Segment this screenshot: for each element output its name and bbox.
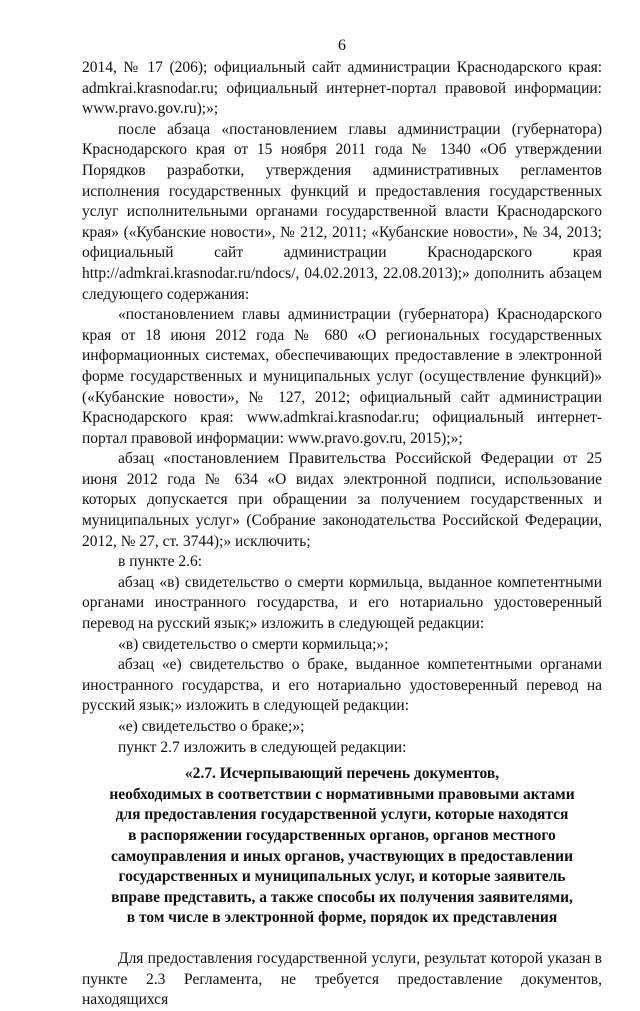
heading-line: в том числе в электронной форме, порядок их представления [126,909,558,927]
paragraph-postanovlenie-680: «постановлением главы администрации (губернатора) Краснодарского края от 18 июня 2012 года № 680 «О региональных государственных информационных системах, обеспечивающих предоставление в электронной форме государственных и муниципальных услуг (осуществление функций)» («Кубанские новости», № 127, 2012; официальный сайт администрации Краснодарского края: www.admkrai.krasnodar.ru; официальный интернет-портал правовой информации: www.pravo.gov.ru, 2015);»; [82,306,602,447]
document-body [82,58,602,1011]
paragraph-v-new: «в) свидетельство о смерти кормильца;»; [118,635,389,653]
section-heading-2-7 [82,764,602,929]
paragraph-abzats-e: абзац «е) свидетельство о браке, выданное компетентными органами иностранного государства, и его нотариально удостоверенный перевод на русский язык;» изложить в следующей редакции: [82,656,602,715]
heading-line: для предоставления государственной услуги, которые находятся [115,806,569,824]
heading-line: необходимых в соответствии с нормативными правовыми актами [109,785,575,803]
page-number: 6 [338,37,346,54]
paragraph-continuation: 2014, № 17 (206); официальный сайт администрации Краснодарского края: admkrai.krasnodar.ru; официальный интернет-портал правовой информации: www.pravo.gov.ru);»; [82,59,602,118]
paragraph-abzats-v: абзац «в) свидетельство о смерти кормильца, выданное компетентными органами иностранного государства, и его нотариально удостоверенный перевод на русский язык;» изложить в следующей редакции: [82,573,602,633]
heading-line: «2.7. Исчерпывающий перечень документов, [184,765,500,783]
heading-line: самоуправления и иных органов, участвующих в предоставлении [110,847,574,865]
paragraph-abzats-634: абзац «постановлением Правительства Российской Федерации от 25 июня 2012 года № 634 «О видах электронной подписи, использование которых допускается при обращении за получением государственных и муниципальных услуг» (Собрание законодательства Российской Федерации, 2012, № 27, ст. 3744);» исключить; [82,450,602,550]
paragraph-punkt-2-6: в пункте 2.6: [118,553,203,571]
paragraph-punkt-2-7: пункт 2.7 изложить в следующей редакции: [118,738,407,756]
paragraph-after-abzats: после абзаца «постановлением главы администрации (губернатора) Краснодарского края от 15 ноября 2011 года № 1340 «Об утверждении Порядков разработки, утверждения административных регламентов исполнения государственных функций и предоставления государственных услуг исполнительными органами государственной власти Краснодарского края» («Кубанские новости», № 212, 2011; «Кубанские новости», № 34, 2013; официальный сайт администрации Краснодарского края http://admkrai.krasnodar.ru/ndocs/, 04.02.2013, 22.08.2013);» дополнить абзацем следующего содержания: [82,120,602,303]
heading-line: государственных и муниципальных услуг, и которые заявитель [118,868,566,886]
paragraph-e-new: «е) свидетельство о браке;»; [118,718,305,735]
heading-line: вправе представить, а также способы их получения заявителями, [111,888,573,906]
heading-line: в распоряжении государственных органов, органов местного [128,826,556,844]
paragraph-closing: Для предоставления государственной услуги, результат которой указан в пункте 2.3 Регламента, не требуется предоставление документов, находящихся [82,949,602,1009]
